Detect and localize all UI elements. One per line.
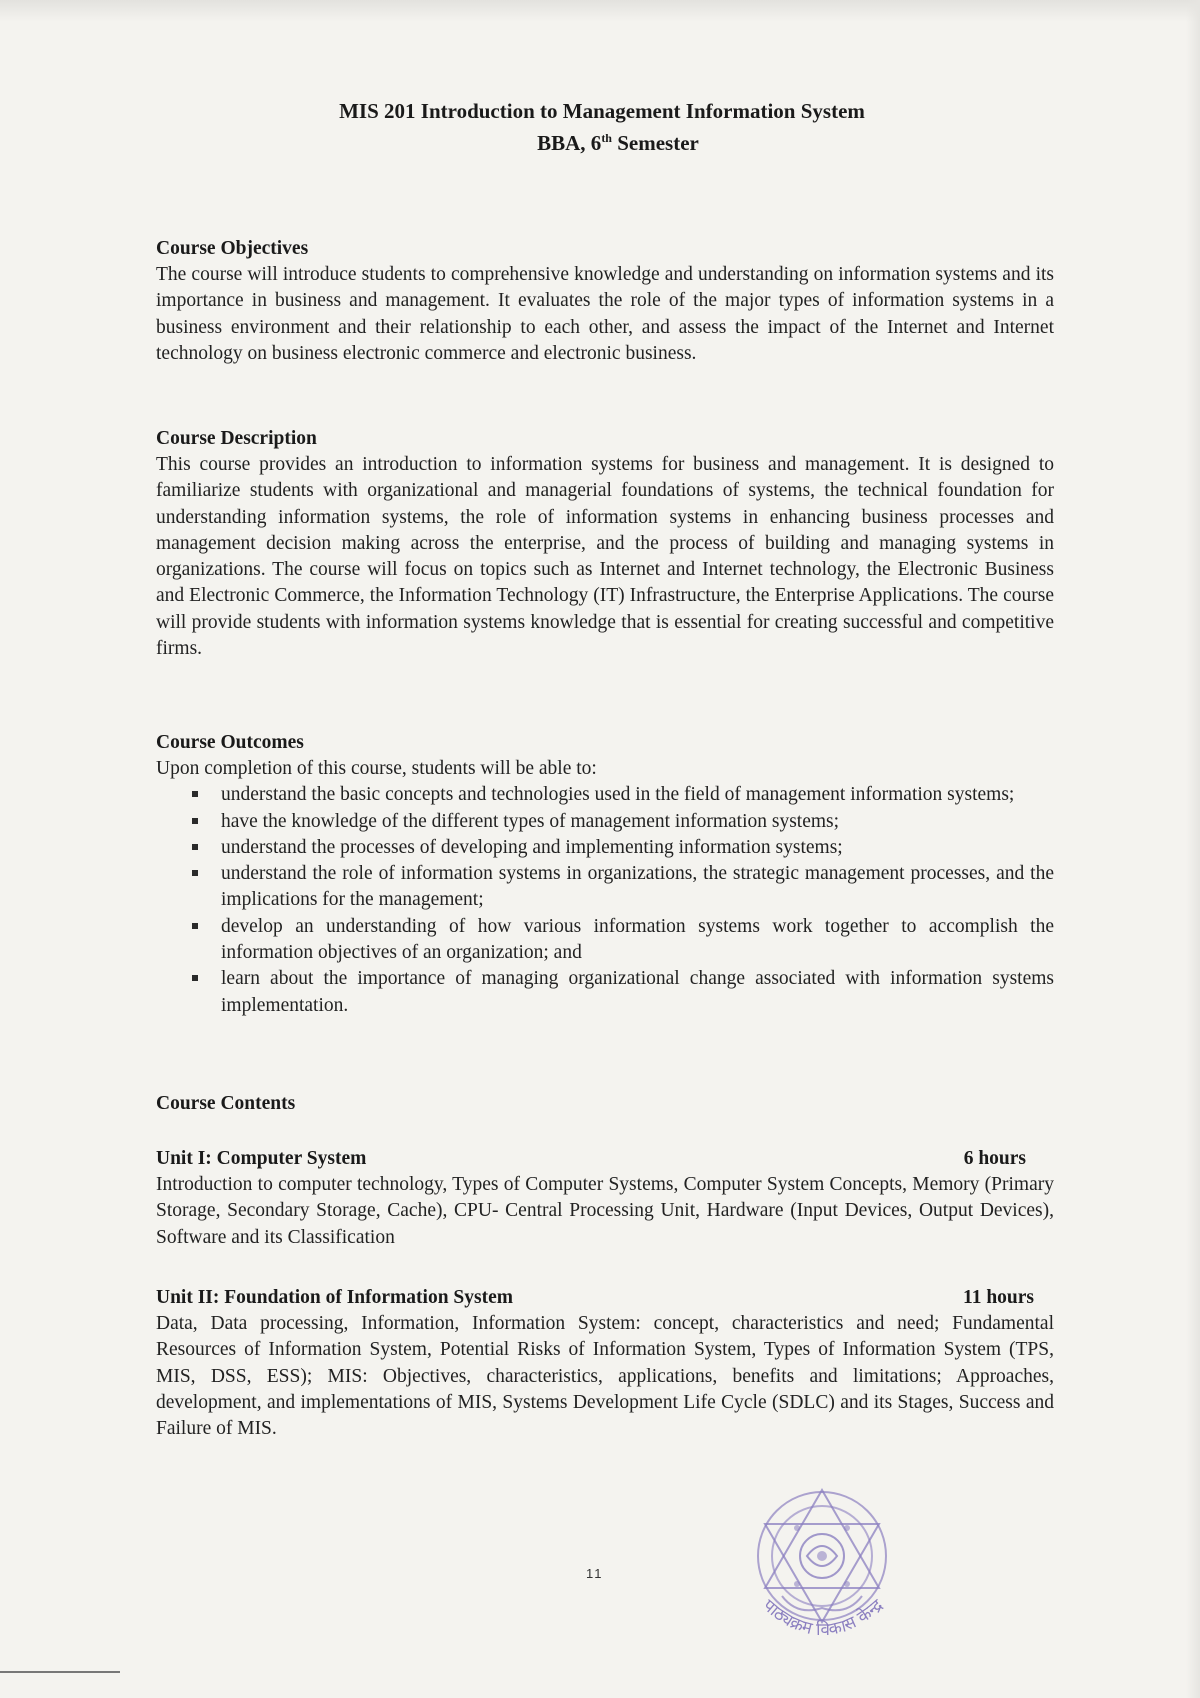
outcomes-heading: Course Outcomes: [156, 732, 304, 753]
unit-1-title: Unit I: Computer System: [156, 1148, 367, 1169]
outcome-text: understand the basic concepts and technologies used in the field of management information systems;: [221, 784, 1015, 806]
bullet-icon: [192, 975, 198, 981]
outcome-text: learn about the importance of managing organizational change associated with information systems implementation.: [221, 968, 1054, 1016]
outcomes-list: [156, 782, 1054, 1019]
list-item: [156, 835, 1054, 861]
bullet-icon: [192, 844, 198, 850]
bullet-icon: [192, 923, 198, 929]
unit-2-hours: 11 hours: [963, 1287, 1034, 1308]
scan-shadow-top: [0, 0, 1200, 22]
bullet-icon: [192, 818, 198, 824]
list-item: [156, 966, 1054, 1019]
contents-heading: Course Contents: [156, 1093, 296, 1114]
page-number: 11: [586, 1566, 604, 1581]
program-label: BBA, 6: [537, 131, 602, 155]
bullet-icon: [192, 870, 198, 876]
description-heading: Course Description: [156, 428, 317, 449]
outcome-text: understand the processes of developing and implementing information systems;: [221, 836, 843, 858]
unit-2-header: [156, 1285, 1034, 1311]
outcomes-intro: Upon completion of this course, students will be able to:: [156, 758, 597, 779]
section-description: [156, 426, 1054, 662]
list-item: [156, 914, 1054, 967]
list-item: [156, 861, 1054, 914]
outcome-text: understand the role of information systems in organizations, the strategic management processes, and the implications for the management;: [221, 863, 1054, 911]
bullet-icon: [192, 791, 198, 797]
semester-label: Semester: [611, 131, 699, 155]
unit-2-title: Unit II: Foundation of Information System: [156, 1287, 513, 1308]
outcome-text: develop an understanding of how various information systems work together to accomplish the information objectives of an organization; and: [221, 915, 1054, 964]
outcome-text: have the knowledge of the different types of management information systems;: [221, 810, 840, 832]
unit-2-text: Data, Data processing, Information, Information System: concept, characteristics and need; Fundamental Resources of Information System, Potential Risks of Information System, Types of Information System (TPS, MIS, DSS, ESS); MIS: Objectives, characteristics, applications, benefits and limitations; Approaches, development, and implementations of MIS, Systems Development Life Cycle (SDLC) and its Stages, Success and Failure of MIS.: [156, 1313, 1054, 1440]
course-title: MIS 201 Introduction to Management Information System: [339, 99, 865, 123]
unit-1-header: [156, 1146, 1026, 1172]
seal-caption: पाठ्यक्रम विकास केन्द्र: [758, 1595, 888, 1641]
section-outcomes: [156, 730, 1054, 1019]
objectives-text: The course will introduce students to comprehensive knowledge and understanding on information systems and its importance in business and management. It evaluates the role of the major types of information systems in a business environment and their relationship to each other, and assess the impact of the Internet and Internet technology on business electronic commerce and electronic business.: [156, 264, 1054, 364]
document-header: [0, 98, 1200, 157]
unit-1-text: Introduction to computer technology, Types of Computer Systems, Computer System Concepts, Memory (Primary Storage, Secondary Storage, Cache), CPU- Central Processing Unit, Hardware (Input Devices, Output Devices), Software and its Classification: [156, 1174, 1054, 1248]
university-seal-icon: [737, 1476, 907, 1666]
scan-shadow-right: [1186, 0, 1200, 1698]
description-text: This course provides an introduction to information systems for business and management. It is designed to familiarize students with organizational and managerial foundations of systems, the technical foundation for understanding information systems, the role of information systems in enhancing business processes and management decision making across the enterprise, and the process of building and managing systems in organizations. The course will focus on topics such as Internet and Internet technology, the Electronic Business and Electronic Commerce, the Information Technology (IT) Infrastructure, the Enterprise Applications. The course will provide students with information systems knowledge that is essential for creating successful and competitive firms.: [156, 454, 1054, 660]
program-semester: [0, 125, 1200, 157]
unit-1-hours: 6 hours: [963, 1148, 1026, 1169]
section-contents: [156, 1091, 1054, 1117]
list-item: [156, 782, 1054, 808]
list-item: [156, 809, 1054, 835]
objectives-heading: Course Objectives: [156, 238, 309, 259]
unit-1: [156, 1146, 1054, 1251]
ordinal-suffix: th: [601, 131, 612, 145]
unit-2: [156, 1285, 1054, 1442]
section-objectives: [156, 236, 1054, 367]
scan-mark: [0, 1671, 120, 1673]
